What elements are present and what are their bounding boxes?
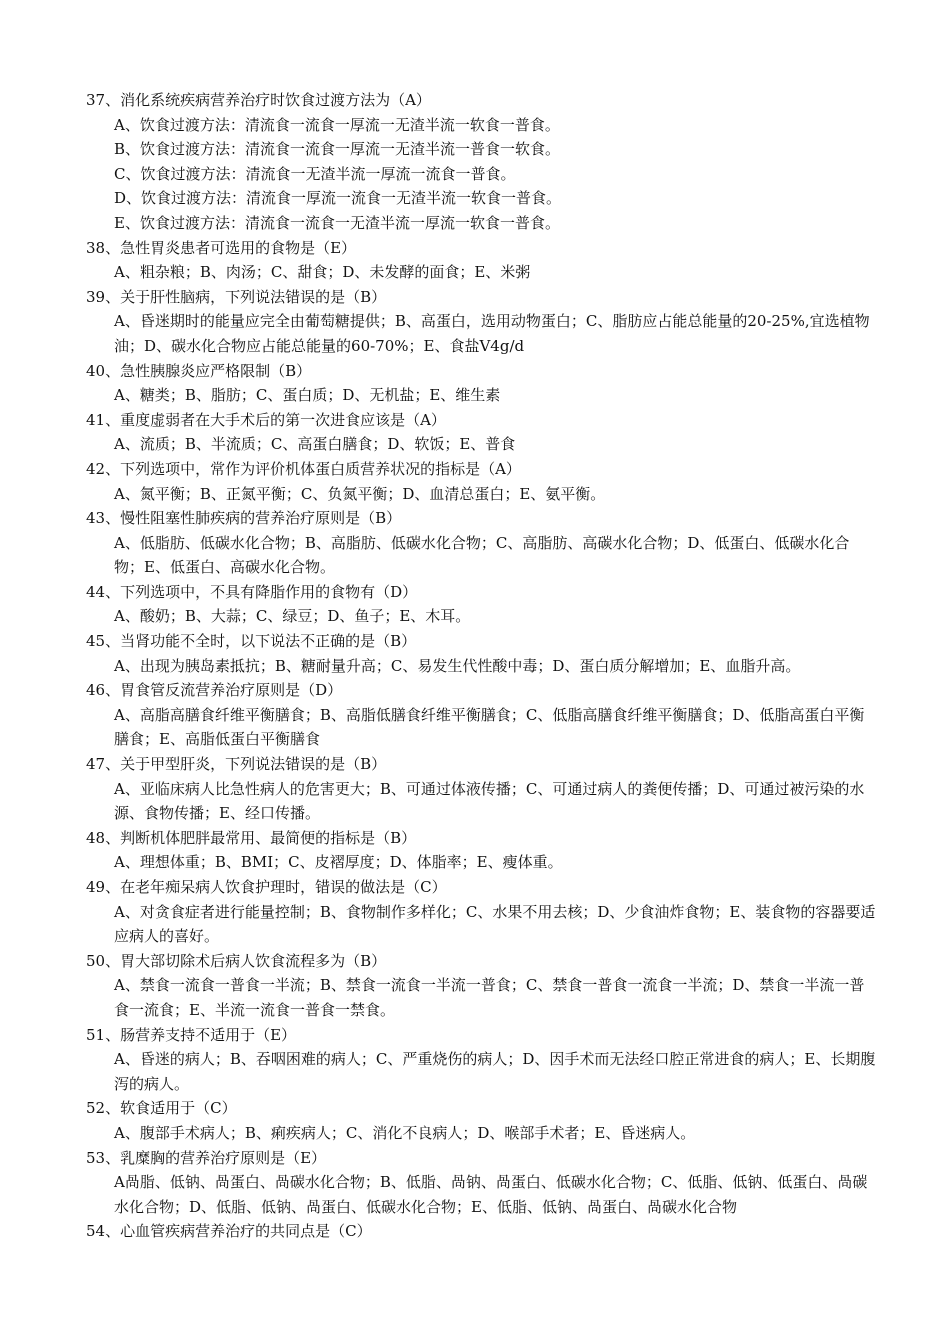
question-text: 50、胃大部切除术后病人饮食流程多为（B）: [86, 951, 387, 970]
question-text: 53、乳糜胸的营养治疗原则是（E）: [86, 1148, 327, 1167]
question-block: [86, 826, 876, 875]
answer-options: A、粗杂粮；B、肉汤；C、甜食；D、未发酵的面食；E、米粥: [114, 263, 531, 282]
question-block: [86, 88, 876, 236]
question-block: [86, 949, 876, 1023]
question-block: [86, 1219, 876, 1244]
question-text: 37、消化系统疾病营养治疗时饮食过渡方法为（A）: [86, 91, 431, 109]
answer-options: A、高脂高膳食纤维平衡膳食；B、高脂低膳食纤维平衡膳食；C、低脂高膳食纤维平衡膳食；D、低脂高蛋白平衡膳食；E、高脂低蛋白平衡膳食: [114, 705, 865, 749]
question-text: 42、下列选项中，常作为评价机体蛋白质营养状况的指标是（A）: [86, 459, 521, 478]
question-text: 38、急性胃炎患者可选用的食物是（E）: [86, 238, 357, 257]
question-text: 51、肠营养支持不适用于（E）: [86, 1025, 297, 1044]
question-block: [86, 1023, 876, 1097]
question-text: 40、急性胰腺炎应严格限制（B）: [86, 361, 312, 380]
question-block: [86, 1096, 876, 1145]
question-list: [86, 88, 876, 1244]
question-block: [86, 580, 876, 629]
question-block: [86, 629, 876, 678]
question-text: 43、慢性阻塞性肺疾病的营养治疗原则是（B）: [86, 509, 402, 528]
answer-options: A、饮食过渡方法：清流食一流食一厚流一无渣半流一软食一普食。: [114, 115, 560, 134]
question-text: 47、关于甲型肝炎，下列说法错误的是（B）: [86, 755, 387, 774]
question-block: [86, 408, 876, 457]
answer-options: A、腹部手术病人；B、痢疾病人；C、消化不良病人；D、喉部手术者；E、昏迷病人。: [114, 1123, 696, 1142]
answer-options: B、饮食过渡方法：清流食一流食一厚流一无渣半流一普食一软食。: [114, 140, 561, 159]
question-block: [86, 752, 876, 826]
answer-options: A、低脂肪、低碳水化合物；B、高脂肪、低碳水化合物；C、高脂肪、高碳水化合物；D、低蛋白、低碳水化合物；E、低蛋白、高碳水化合物。: [114, 533, 850, 577]
question-text: 44、下列选项中，不具有降脂作用的食物有（D）: [86, 582, 418, 601]
question-text: 45、当肾功能不全时，以下说法不正确的是（B）: [86, 632, 417, 651]
answer-options: A、亚临床病人比急性病人的危害更大；B、可通过体液传播；C、可通过病人的粪便传播；D、可通过被污染的水源、食物传播；E、经口传播。: [114, 779, 865, 823]
question-block: [86, 678, 876, 752]
answer-options: A、对贪食症者进行能量控制；B、食物制作多样化；C、水果不用去核；D、少食油炸食物；E、装食物的容器要适应病人的喜好。: [114, 902, 876, 946]
question-block: [86, 1146, 876, 1220]
answer-options: A、氮平衡；B、正氮平衡；C、负氮平衡；D、血清总蛋白；E、氨平衡。: [114, 484, 606, 503]
question-text: 48、判断机体肥胖最常用、最简便的指标是（B）: [86, 828, 417, 847]
question-block: [86, 285, 876, 359]
question-block: [86, 236, 876, 285]
question-text: 39、关于肝性脑病，下列说法错误的是（B）: [86, 287, 387, 306]
answer-options: A、糖类；B、脂肪；C、蛋白质；D、无机盐；E、维生素: [114, 386, 501, 405]
question-text: 49、在老年痴呆病人饮食护理时，错误的做法是（C）: [86, 878, 447, 896]
question-block: [86, 457, 876, 506]
answer-options: C、饮食过渡方法：清流食一无渣半流一厚流一流食一普食。: [114, 164, 516, 183]
answer-options: A、禁食一流食一普食一半流；B、禁食一流食一半流一普食；C、禁食一普食一流食一半流；D、禁食一半流一普食一流食；E、半流一流食一普食一禁食。: [114, 976, 865, 1019]
question-text: 41、重度虚弱者在大手术后的第一次进食应该是（A）: [86, 410, 446, 429]
question-block: [86, 506, 876, 580]
question-block: [86, 875, 876, 949]
question-block: [86, 359, 876, 408]
answer-options: A、昏迷期时的能量应完全由葡萄糖提供；B、高蛋白，选用动物蛋白；C、脂肪应占能总能量的20-25%,宜选植物油；D、碳水化合物应占能总能量的60-70%；E、食盐V4g/d: [114, 312, 870, 355]
answer-options: A、流质；B、半流质；C、高蛋白膳食；D、软饭；E、普食: [114, 435, 516, 454]
answer-options: A、酸奶；B、大蒜；C、绿豆；D、鱼子；E、木耳。: [114, 607, 471, 626]
answer-options: A、出现为胰岛素抵抗；B、糖耐量升高；C、易发生代性酸中毒；D、蛋白质分解增加；E、血脂升高。: [114, 656, 801, 675]
question-text: 52、软食适用于（C）: [86, 1099, 237, 1118]
answer-options: A、理想体重；B、BMI；C、皮褶厚度；D、体脂率；E、瘦体重。: [114, 853, 563, 872]
answer-options: A、昏迷的病人；B、吞咽困难的病人；C、严重烧伤的病人；D、因手术而无法经口腔正常进食的病人；E、长期腹泻的病人。: [114, 1050, 876, 1093]
question-text: 46、胃食管反流营养治疗原则是（D）: [86, 681, 343, 700]
answer-options: A咼脂、低钠、咼蛋白、咼碳水化合物；B、低脂、咼钠、咼蛋白、低碳水化合物；C、低脂、低钠、低蛋白、咼碳水化合物；D、低脂、低钠、咼蛋白、低碳水化合物；E、低脂、低钠、咼蛋白、咼碳水化合物: [114, 1173, 868, 1216]
answer-options: E、饮食过渡方法：清流食一流食一无渣半流一厚流一软食一普食。: [114, 213, 560, 232]
answer-options: D、饮食过渡方法：清流食一厚流一流食一无渣半流一软食一普食。: [114, 189, 562, 208]
question-text: 54、心血管疾病营养治疗的共同点是（C）: [86, 1222, 372, 1241]
